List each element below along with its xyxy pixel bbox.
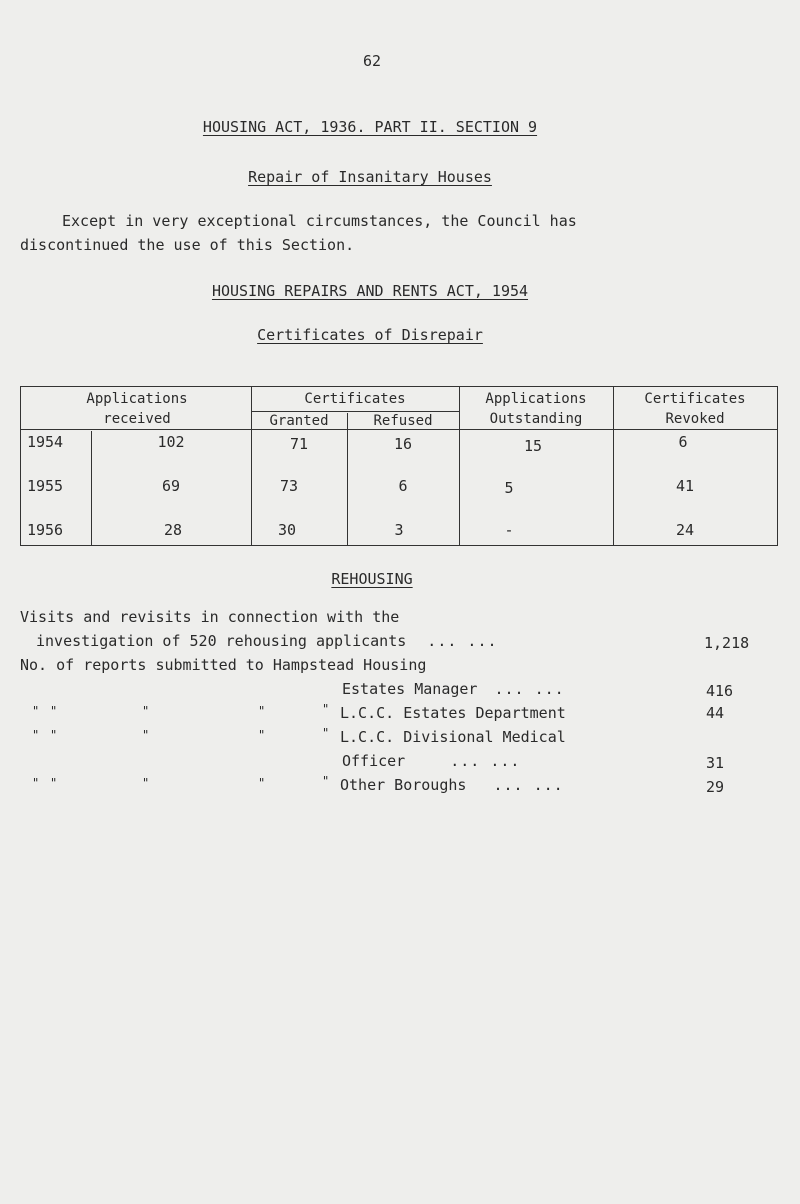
leader-dots: ... ... — [493, 776, 564, 794]
table-cell-received: 28 — [163, 521, 183, 539]
header-outstanding: Outstanding — [489, 411, 583, 427]
table-cell-outstanding: 15 — [523, 437, 543, 455]
table-cell-refused: 6 — [398, 477, 408, 495]
reports-value: 416 — [706, 682, 734, 700]
visits-line-1: Visits and revisits in connection with the — [20, 608, 400, 626]
section-heading-housing-repairs: HOUSING REPAIRS AND RENTS ACT, 1954 — [211, 282, 529, 300]
header-applications-received: Applications — [86, 391, 188, 407]
section-heading-housing-act-1936: HOUSING ACT, 1936. PART II. SECTION 9 — [202, 118, 538, 136]
ditto-mark: " — [322, 726, 330, 740]
visits-line-2: investigation of 520 rehousing applicants ... ... — [36, 632, 498, 650]
lcc-estates-value: 44 — [706, 704, 725, 722]
table-cell-granted: 30 — [277, 521, 297, 539]
ditto-mark: " — [32, 776, 40, 790]
header-applications-outstanding: Applications — [485, 391, 587, 407]
table-cell-year: 1956 — [26, 521, 64, 539]
table-cell-outstanding: 5 — [504, 479, 514, 497]
page-number: 62 — [362, 52, 382, 70]
header-revoked: Revoked — [665, 411, 725, 427]
table-cell-refused: 3 — [394, 521, 404, 539]
certificates-table — [20, 386, 778, 546]
leader-dots: ... ... — [450, 752, 521, 770]
ditto-mark: " — [142, 776, 150, 790]
table-cell-received: 69 — [161, 477, 181, 495]
header-certificates: Certificates — [304, 391, 406, 407]
subheading-repair-insanitary: Repair of Insanitary Houses — [248, 168, 492, 186]
ditto-mark: " — [258, 776, 266, 790]
ditto-mark: " — [32, 704, 40, 718]
table-cell-revoked: 24 — [675, 521, 695, 539]
lcc-medical-label-line-1: L.C.C. Divisional Medical — [340, 728, 566, 746]
visits-value: 1,218 — [704, 634, 750, 652]
leader-dots: ... ... — [494, 680, 565, 698]
lcc-estates-label: L.C.C. Estates Department — [340, 704, 566, 722]
ditto-mark: " — [258, 704, 266, 718]
table-cell-revoked: 6 — [678, 433, 688, 451]
table-cell-year: 1954 — [26, 433, 64, 451]
header-certificates-revoked: Certificates — [644, 391, 746, 407]
header-refused: Refused — [373, 413, 433, 429]
header-granted: Granted — [269, 413, 329, 429]
other-boroughs-label: Other Boroughs ... ... — [340, 776, 564, 794]
leader-dots: ... ... — [427, 632, 498, 650]
header-received: received — [103, 411, 171, 427]
ditto-mark: " — [322, 702, 330, 716]
ditto-mark: " — [142, 704, 150, 718]
reports-line-2: Estates Manager ... ... — [342, 680, 565, 698]
ditto-mark: " — [50, 728, 58, 742]
table-cell-granted: 73 — [279, 477, 299, 495]
reports-line-1: No. of reports submitted to Hampstead Housing — [20, 656, 427, 674]
other-boroughs-value: 29 — [706, 778, 725, 796]
paragraph-line-1: Except in very exceptional circumstances, the Council has — [62, 212, 577, 230]
table-cell-granted: 71 — [289, 435, 309, 453]
subheading-certificates-disrepair: Certificates of Disrepair — [257, 326, 483, 344]
lcc-medical-value: 31 — [706, 754, 725, 772]
ditto-mark: " — [258, 728, 266, 742]
ditto-mark: " — [142, 728, 150, 742]
ditto-mark: " — [32, 728, 40, 742]
table-cell-revoked: 41 — [675, 477, 695, 495]
table-cell-refused: 16 — [393, 435, 413, 453]
table-cell-received: 102 — [157, 433, 185, 451]
table-cell-year: 1955 — [26, 477, 64, 495]
ditto-mark: " — [322, 774, 330, 788]
section-heading-rehousing: REHOUSING — [331, 570, 413, 588]
ditto-mark: " — [50, 704, 58, 718]
table-cell-outstanding: - — [504, 521, 514, 539]
ditto-mark: " — [50, 776, 58, 790]
lcc-medical-label-line-2: Officer ... ... — [342, 752, 521, 770]
paragraph-line-2: discontinued the use of this Section. — [20, 236, 355, 254]
